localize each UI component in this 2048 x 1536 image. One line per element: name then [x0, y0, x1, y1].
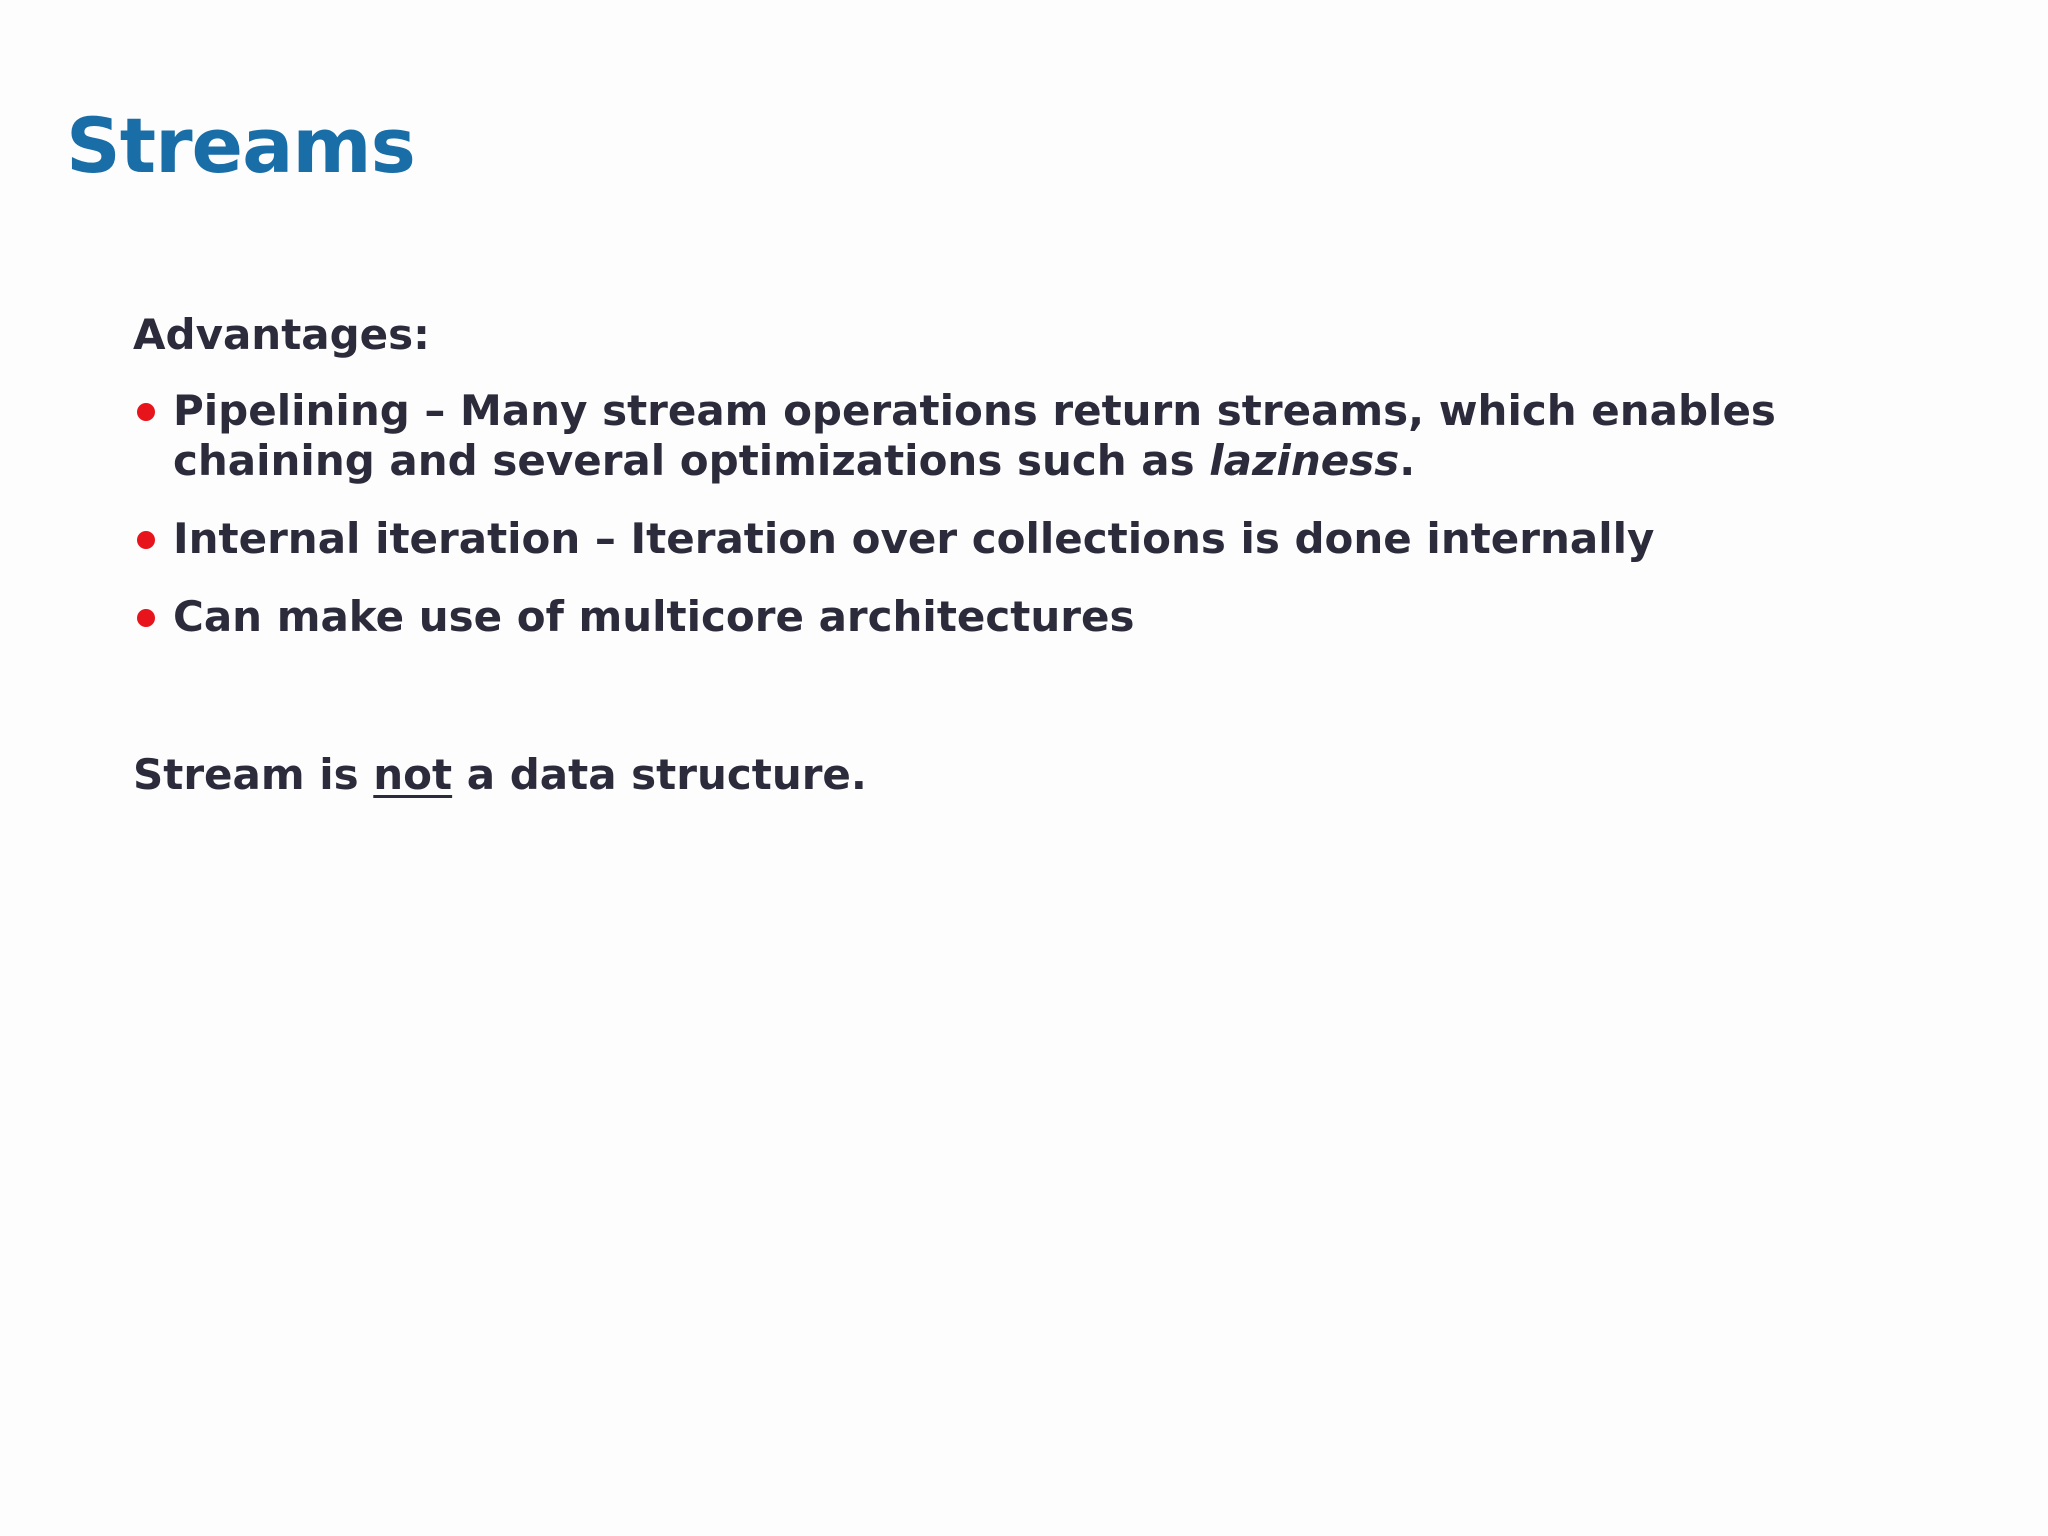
- bullet-text: Internal iteration – Iteration over collections is done internally: [173, 514, 1655, 563]
- emphasis-laziness: laziness: [1209, 436, 1400, 485]
- statement-start: Stream is: [133, 750, 374, 799]
- statement-end: a data structure.: [452, 750, 867, 799]
- bullet-text: Pipelining – Many stream operations return streams, which enables chaining and several optimizations such as: [173, 386, 1776, 485]
- bullet-text-end: .: [1399, 436, 1416, 485]
- advantages-heading: Advantages:: [133, 310, 430, 359]
- bullet-dot-icon: [137, 531, 155, 549]
- bullet-text: Can make use of multicore architectures: [173, 592, 1135, 641]
- slide-content: [133, 310, 1913, 800]
- slide-title: Streams: [66, 101, 415, 190]
- advantages-list: [133, 386, 1913, 642]
- bullet-dot-icon: [137, 609, 155, 627]
- stream-statement: [133, 750, 1913, 800]
- list-item-pipelining: [133, 386, 1913, 486]
- list-item-internal-iteration: [133, 514, 1913, 564]
- bullet-dot-icon: [137, 403, 155, 421]
- list-item-multicore: [133, 592, 1913, 642]
- underlined-not: not: [373, 750, 453, 799]
